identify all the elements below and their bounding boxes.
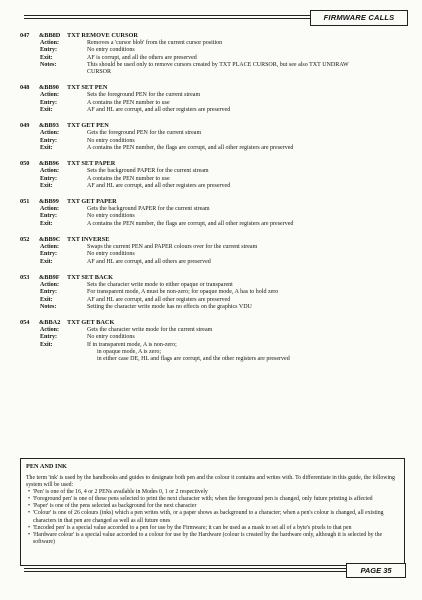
field-value-action — [87, 327, 405, 334]
field-line: A contains the PEN number, the flags are corrupt, and all other registers are preserved — [87, 220, 294, 227]
field-label-action: Action: — [40, 168, 59, 175]
field-value-exit — [87, 221, 405, 228]
field-value-exit — [87, 183, 405, 190]
firmware-call-list — [20, 32, 405, 372]
call-name: TXT GET BACK — [67, 319, 115, 327]
firmware-call — [20, 274, 405, 311]
field-label-exit: Exit: — [40, 296, 53, 303]
field-line: Swaps the current PEN and PAPER colours over for the current stream — [87, 244, 258, 251]
field-line: This should be used only to remove cursors created by TXT PLACE CURSOR, but see also TXT UNDRAW — [87, 61, 349, 68]
field-label-exit: Exit: — [40, 341, 53, 348]
box-bullet: • 'Colour' is one of 26 colours (inks) which a pen writes with, or a paper shows as background to a character; when a pen's colour is changed, all existing characters in that pen are changed as well as all future ones — [26, 510, 399, 524]
field-label-entry: Entry: — [40, 251, 57, 258]
field-label-action: Action: — [40, 244, 59, 251]
call-heading — [20, 32, 405, 40]
pen-and-ink-box — [20, 458, 405, 566]
call-number: 048 — [20, 84, 30, 92]
call-address: &BB90 — [39, 84, 59, 92]
call-name: TXT SET PAPER — [67, 160, 116, 168]
page-number: PAGE 35 — [346, 563, 406, 578]
firmware-call — [20, 122, 405, 152]
field-label-exit: Exit: — [40, 107, 53, 114]
box-bullet: • 'Hardware colour' is a special value accorded to a colour for use by the Hardware (colour is created by the hardware only, although it is selected by the software) — [26, 532, 399, 546]
call-name: TXT SET PEN — [67, 84, 108, 92]
call-address: &BB99 — [39, 198, 59, 206]
field-line: No entry conditions — [87, 213, 135, 220]
field-value-notes — [87, 62, 405, 77]
field-value-action — [87, 244, 405, 251]
field-label-action: Action: — [40, 206, 59, 213]
field-line: No entry conditions — [87, 251, 135, 258]
field-label-exit: Exit: — [40, 220, 53, 227]
field-value-action — [87, 130, 405, 137]
field-line: A contains the PEN number, the flags are corrupt, and all other registers are preserved — [87, 144, 294, 151]
field-value-entry — [87, 334, 405, 341]
field-line: AF and HL are corrupt, and all other registers are preserved — [87, 182, 231, 189]
call-name: TXT INVERSE — [67, 236, 110, 244]
call-entry-row — [20, 100, 405, 107]
field-label-entry: Entry: — [40, 99, 57, 106]
box-bullet: • 'Encoded pen' is a special value accorded to a pen for use by the Firmware; it can be used as a mask to set all of a byte's pixels to that pen — [26, 525, 399, 532]
field-label-exit: Exit: — [40, 258, 53, 265]
call-action-row — [20, 40, 405, 47]
field-value-entry — [87, 213, 405, 220]
call-entry-row — [20, 334, 405, 341]
field-label-entry: Entry: — [40, 334, 57, 341]
field-line: No entry conditions — [87, 47, 135, 54]
call-action-row — [20, 92, 405, 99]
field-line: Setting the character write mode has no effects on the graphics VDU — [87, 303, 252, 310]
call-action-row — [20, 206, 405, 213]
call-name: TXT GET PEN — [67, 122, 109, 130]
field-line: No entry conditions — [87, 334, 135, 341]
call-name: TXT GET PAPER — [67, 198, 117, 206]
field-label-exit: Exit: — [40, 182, 53, 189]
field-line: AF is corrupt, and all the others are preserved — [87, 54, 197, 61]
call-address: &BB9F — [39, 273, 60, 281]
firmware-call — [20, 319, 405, 363]
field-label-notes: Notes: — [40, 61, 57, 68]
field-line: Sets the character write mode to either opaque or transparent — [87, 281, 233, 288]
box-bullet: • 'Paper' is one of the pens selected as background for the next character — [26, 503, 399, 510]
field-line: AF and HL are corrupt, and all other registers are preserved — [87, 296, 231, 303]
call-action-row — [20, 130, 405, 137]
call-heading — [20, 274, 405, 282]
field-value-entry — [87, 289, 405, 296]
call-exit-row — [20, 221, 405, 228]
call-entry-row — [20, 176, 405, 183]
field-line: For transparent mode, A must be non-zero; for opaque mode, A has to hold zero — [87, 289, 279, 296]
field-value-entry — [87, 47, 405, 54]
call-notes-row — [20, 62, 405, 77]
header-title: FIRMWARE CALLS — [310, 10, 408, 26]
field-value-entry — [87, 138, 405, 145]
call-exit-row — [20, 297, 405, 304]
call-number: 047 — [20, 32, 30, 39]
field-label-exit: Exit: — [40, 54, 53, 61]
call-number: 049 — [20, 122, 30, 130]
field-label-entry: Entry: — [40, 213, 57, 220]
call-exit-row — [20, 183, 405, 190]
field-value-exit — [87, 342, 405, 364]
field-line: AF and HL are corrupt, and all other registers are preserved — [87, 107, 231, 114]
field-label-action: Action: — [40, 92, 59, 99]
field-line: Removes a 'cursor blob' from the current cursor position — [87, 40, 223, 46]
field-value-entry — [87, 251, 405, 258]
firmware-call — [20, 198, 405, 228]
field-line: Gets the background PAPER for the current stream — [87, 206, 210, 213]
call-action-row — [20, 327, 405, 334]
box-bullet-list — [26, 489, 399, 546]
box-bullet: • 'Foreground pen' is one of these pens selected to print the next character with; when the foreground pen is changed, only future printing is affected — [26, 496, 399, 503]
field-value-notes — [87, 304, 405, 311]
call-number: 051 — [20, 198, 30, 206]
call-number: 052 — [20, 236, 30, 244]
call-entry-row — [20, 289, 405, 296]
field-value-exit — [87, 107, 405, 114]
field-line: Sets the foreground PEN for the current stream — [87, 92, 201, 99]
call-notes-row — [20, 304, 405, 311]
call-exit-row — [20, 55, 405, 62]
call-heading — [20, 122, 405, 130]
field-value-entry — [87, 176, 405, 183]
field-label-exit: Exit: — [40, 144, 53, 151]
call-heading — [20, 319, 405, 327]
field-line: AF and HL are corrupt, and all others are preserved — [87, 258, 211, 265]
firmware-call — [20, 236, 405, 266]
call-heading — [20, 236, 405, 244]
call-number: 050 — [20, 160, 30, 168]
call-number: 053 — [20, 273, 30, 281]
call-heading — [20, 160, 405, 168]
call-entry-row — [20, 138, 405, 145]
call-address: &BB8D — [39, 32, 61, 39]
box-intro: The term 'ink' is used by the handbooks and guides to designate both pen and the colour it contains and writes with. To differentiate in this guide, the following system will be used: — [26, 475, 395, 489]
field-value-exit — [87, 55, 405, 62]
call-action-row — [20, 168, 405, 175]
call-heading — [20, 198, 405, 206]
field-value-exit — [87, 145, 405, 152]
field-label-entry: Entry: — [40, 137, 57, 144]
field-value-action — [87, 168, 405, 175]
field-line: A contains the PEN number to use — [87, 99, 170, 106]
field-label-entry: Entry: — [40, 47, 57, 54]
field-line: No entry conditions — [87, 137, 135, 144]
field-label-notes: Notes: — [40, 303, 57, 310]
field-value-exit — [87, 259, 405, 266]
field-line: in either case DE, HL and flags are corrupt, and the other registers are preserved — [97, 356, 290, 363]
call-entry-row — [20, 47, 405, 54]
call-entry-row — [20, 213, 405, 220]
field-value-action — [87, 206, 405, 213]
field-value-action — [87, 92, 405, 99]
field-value-action — [87, 40, 405, 47]
call-name: TXT SET BACK — [67, 273, 113, 281]
field-value-entry — [87, 100, 405, 107]
box-title: PEN AND INK — [26, 463, 67, 470]
call-heading — [20, 84, 405, 92]
call-address: &BB96 — [39, 160, 59, 168]
call-address: &BBA2 — [39, 319, 61, 327]
field-label-action: Action: — [40, 130, 59, 137]
firmware-call — [20, 84, 405, 114]
firmware-call — [20, 160, 405, 190]
field-label-action: Action: — [40, 327, 59, 334]
field-line: CURSOR — [87, 69, 112, 76]
field-line: A contains the PEN number to use — [87, 175, 170, 182]
field-label-entry: Entry: — [40, 289, 57, 296]
call-name: TXT REMOVE CURSOR — [67, 32, 138, 39]
call-exit-row — [20, 259, 405, 266]
field-line: Sets the background PAPER for the current stream — [87, 168, 209, 175]
field-line: in opaque mode, A is zero; — [97, 349, 161, 356]
field-line: Gets the foreground PEN for the current stream — [87, 130, 202, 137]
field-line: If in transparent mode, A is non-zero; — [87, 341, 177, 348]
call-exit-row — [20, 145, 405, 152]
call-exit-row — [20, 107, 405, 114]
field-label-entry: Entry: — [40, 175, 57, 182]
call-number: 054 — [20, 319, 30, 327]
field-value-exit — [87, 297, 405, 304]
field-line: Gets the character write mode for the current stream — [87, 327, 213, 334]
field-label-action: Action: — [40, 40, 59, 46]
call-exit-row — [20, 342, 405, 364]
call-address: &BB93 — [39, 122, 59, 130]
box-bullet: • 'Pen' is one of the 16, 4 or 2 PENs available in Modes 0, 1 or 2 respectively — [26, 489, 399, 496]
call-entry-row — [20, 251, 405, 258]
call-address: &BB9C — [39, 236, 61, 244]
firmware-call — [20, 32, 405, 76]
field-label-action: Action: — [40, 281, 59, 288]
call-action-row — [20, 244, 405, 251]
